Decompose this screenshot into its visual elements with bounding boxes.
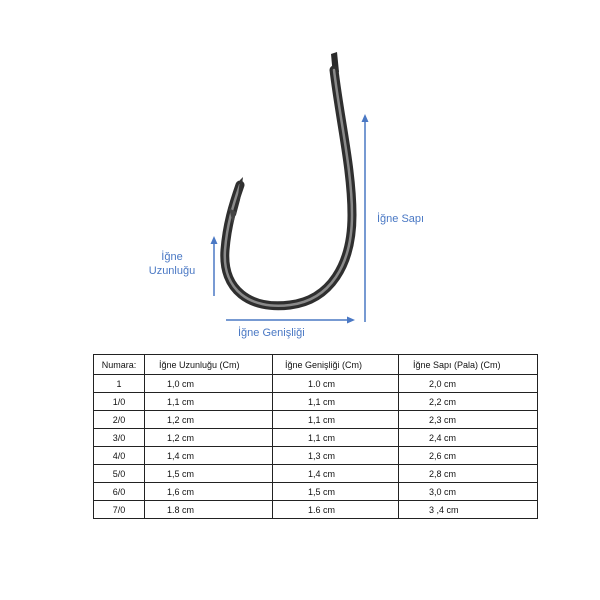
table-row xyxy=(94,375,538,393)
table-row xyxy=(94,411,538,429)
cell-width: 1,1 cm xyxy=(273,393,399,411)
table-header-row xyxy=(94,355,538,375)
hook-length-label xyxy=(136,250,208,278)
cell-shank: 2,3 cm xyxy=(399,411,538,429)
cell-number: 7/0 xyxy=(94,501,145,519)
cell-width: 1,3 cm xyxy=(273,447,399,465)
cell-number: 3/0 xyxy=(94,429,145,447)
cell-length: 1,2 cm xyxy=(145,411,273,429)
hook-length-label-line2: Uzunluğu xyxy=(148,265,196,277)
cell-shank: 2,6 cm xyxy=(399,447,538,465)
cell-width: 1.0 cm xyxy=(273,375,399,393)
shank-arrow xyxy=(362,114,369,322)
table-row xyxy=(94,501,538,519)
cell-width: 1,1 cm xyxy=(273,411,399,429)
cell-length: 1,0 cm xyxy=(145,375,273,393)
cell-shank: 3 ,4 cm xyxy=(399,501,538,519)
table-row xyxy=(94,483,538,501)
cell-length: 1,1 cm xyxy=(145,393,273,411)
hook-icon xyxy=(225,52,352,306)
hook-width-label: İğne Genişliği xyxy=(238,327,305,339)
cell-length: 1,2 cm xyxy=(145,429,273,447)
cell-shank: 2,4 cm xyxy=(399,429,538,447)
cell-length: 1.8 cm xyxy=(145,501,273,519)
cell-length: 1,6 cm xyxy=(145,483,273,501)
hook-shank-label: İğne Sapı xyxy=(377,213,425,225)
header-shank: İğne Sapı (Pala) (Cm) xyxy=(399,355,538,375)
table-row xyxy=(94,393,538,411)
cell-number: 5/0 xyxy=(94,465,145,483)
header-number: Numara: xyxy=(94,355,145,375)
hook-length-label-line1: İğne xyxy=(161,251,183,263)
cell-number: 1 xyxy=(94,375,145,393)
cell-length: 1,4 cm xyxy=(145,447,273,465)
cell-shank: 2,8 cm xyxy=(399,465,538,483)
length-arrow xyxy=(211,236,218,296)
width-arrow xyxy=(226,317,355,324)
cell-number: 2/0 xyxy=(94,411,145,429)
cell-shank: 2,2 cm xyxy=(399,393,538,411)
cell-width: 1.6 cm xyxy=(273,501,399,519)
header-length: İğne Uzunluğu (Cm) xyxy=(145,355,273,375)
header-width: İğne Genişliği (Cm) xyxy=(273,355,399,375)
table-row xyxy=(94,429,538,447)
cell-shank: 3,0 cm xyxy=(399,483,538,501)
cell-width: 1,4 cm xyxy=(273,465,399,483)
cell-length: 1,5 cm xyxy=(145,465,273,483)
table-row xyxy=(94,447,538,465)
table-row xyxy=(94,465,538,483)
cell-number: 4/0 xyxy=(94,447,145,465)
hook-size-table xyxy=(93,354,538,519)
cell-number: 6/0 xyxy=(94,483,145,501)
cell-width: 1,1 cm xyxy=(273,429,399,447)
cell-shank: 2,0 cm xyxy=(399,375,538,393)
cell-width: 1,5 cm xyxy=(273,483,399,501)
cell-number: 1/0 xyxy=(94,393,145,411)
